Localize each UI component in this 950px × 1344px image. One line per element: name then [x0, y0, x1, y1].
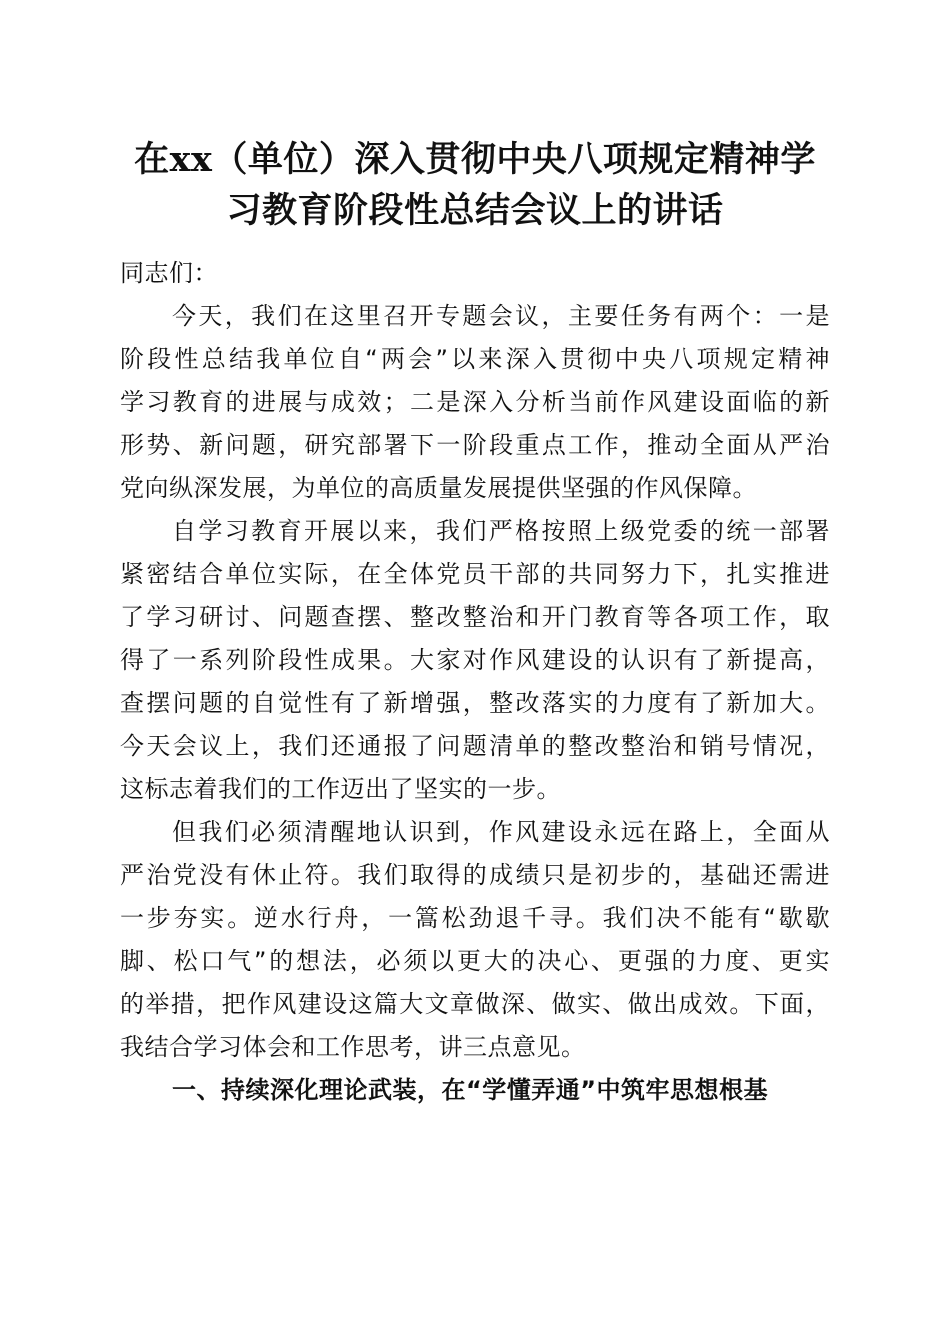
salutation: 同志们：: [120, 259, 218, 287]
speech-body: [120, 252, 830, 1112]
paragraph-line: 脚、松口气”的想法，必须以更大的决心、更强的力度、更实: [120, 947, 830, 975]
paragraph-line: 这标志着我们的工作迈出了坚实的一步。: [120, 775, 561, 803]
paragraph-line: 我结合学习体会和工作思考，讲三点意见。: [120, 1033, 586, 1061]
paragraph-line: 查摆问题的自觉性有了新增强，整改落实的力度有了新加大。: [120, 689, 830, 717]
paragraph-1: [120, 295, 830, 510]
paragraph-line: 阶段性总结我单位自“两会”以来深入贯彻中央八项规定精神: [120, 345, 830, 373]
paragraph-2: [120, 510, 830, 811]
paragraph-line: 今天会议上，我们还通报了问题清单的整改整治和销号情况，: [120, 732, 830, 760]
paragraph-3: [120, 811, 830, 1069]
paragraph-line: 的举措，把作风建设这篇大文章做深、做实、做出成效。下面，: [120, 990, 830, 1018]
paragraph-line: 学习教育的进展与成效；二是深入分析当前作风建设面临的新: [120, 388, 830, 416]
paragraph-line: 今天，我们在这里召开专题会议，主要任务有两个：一是: [172, 302, 830, 330]
paragraph-line: 一步夯实。逆水行舟，一篙松劲退千寻。我们决不能有“歇歇: [120, 904, 830, 932]
paragraph-line: 形势、新问题，研究部署下一阶段重点工作，推动全面从严治: [120, 431, 830, 459]
paragraph-line: 自学习教育开展以来，我们严格按照上级党委的统一部署: [172, 517, 830, 545]
paragraph-line: 得了一系列阶段性成果。大家对作风建设的认识有了新提高，: [120, 646, 830, 674]
paragraph-line: 紧密结合单位实际，在全体党员干部的共同努力下，扎实推进: [120, 560, 830, 588]
paragraph-line: 了学习研讨、问题查摆、整改整治和开门教育等各项工作，取: [120, 603, 830, 631]
paragraph-line: 党向纵深发展，为单位的高质量发展提供坚强的作风保障。: [120, 474, 757, 502]
speech-title: [120, 134, 830, 236]
section-heading-1: 一、持续深化理论武装，在“学懂弄通”中筑牢思想根基: [172, 1076, 769, 1104]
paragraph-line: 严治党没有休止符。我们取得的成绩只是初步的，基础还需进: [120, 861, 830, 889]
paragraph-line: 但我们必须清醒地认识到，作风建设永远在路上，全面从: [172, 818, 830, 846]
title-line-1: 在xx（单位）深入贯彻中央八项规定精神学: [134, 139, 816, 180]
title-line-2: 习教育阶段性总结会议上的讲话: [226, 190, 724, 231]
